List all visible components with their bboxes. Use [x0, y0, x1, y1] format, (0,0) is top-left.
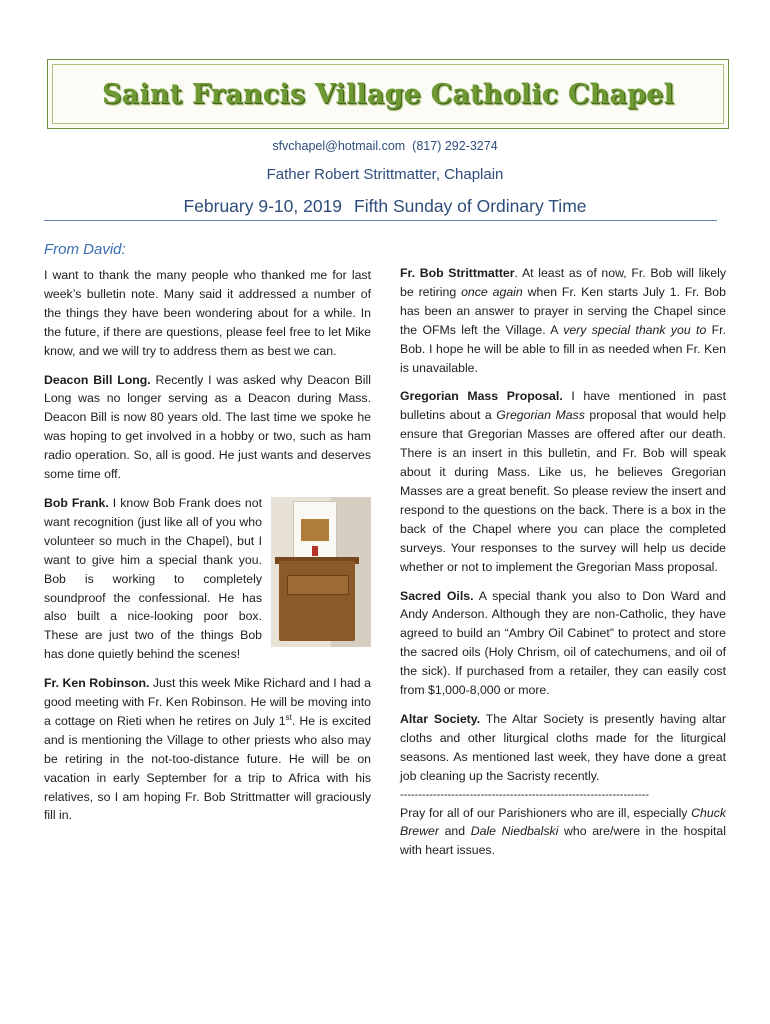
gregorian-heading: Gregorian Mass Proposal.: [400, 389, 563, 404]
header-rule: [44, 220, 717, 221]
strittmatter-paragraph: [400, 264, 726, 377]
ken-robinson-text-1: Just this week Mike Richard and I had a good meeting with Fr. Ken Robinson. He will be moving into a cottage on Rieti when he retires on July 1: [44, 676, 371, 728]
dateline: [0, 196, 770, 217]
altar-society-paragraph: [400, 710, 726, 786]
altar-society-text: The Altar Society is presently having altar cloths and other liturgical cloths made for the liturgical seasons. As mentioned last week, they have done a great job cleaning up the Sacristy recently.: [400, 711, 726, 783]
chapel-title: Saint Francis Village Catholic Chapel: [101, 78, 675, 110]
deacon-paragraph: [44, 371, 371, 484]
deacon-text: Recently I was asked why Deacon Bill Long was no longer serving as a Deacon during Mass. Deacon Bill is now 80 years old. The last time we spoke he was hoping to get involved in a hobby or two, such as ham radio operation. So, all is good. He just wants and deserves some time off.: [44, 372, 371, 482]
ken-robinson-heading: Fr. Ken Robinson.: [44, 676, 150, 691]
gregorian-text-2: proposal that would help ensure that Gregorian Masses are offered after our death. There is an insert in this bulletin, and Fr. Bob will speak about it during Mass. Like us, he believes Gregorian Masses are a great benefit. So please review the insert and respond to the questions on the back. There is a box in the back of the Chapel where you can place the completed surveys. Your responses to the survey will help us decide whether or not to implement the Gregorian Mass proposal.: [400, 408, 726, 574]
ken-robinson-text-2: . He is excited and is mentioning the Village to other priests who also may be retiring in the not-too-distance future. He will be on vacation in early September for a trip to Africa with his relatives, so I am hoping Fr. Bob Strittmatter will graciously fill in.: [44, 713, 371, 823]
strittmatter-text-2: when Fr. Ken starts July 1. Fr. Bob has been an answer to prayer in serving the Chapel since the OFMs left the Village. A: [400, 284, 726, 337]
bob-frank-paragraph: [44, 494, 371, 664]
gregorian-paragraph: [400, 387, 726, 576]
sacred-oils-text: A special thank you also to Don Ward and Andy Anderson. Although they are non-Catholic, they have agreed to build an “Ambry Oil Cabinet” to protect and store the sacred oils (Holy Chrism, oil of catechumens, and oil of the sick). If purchased from a retailer, they can easily cost from $1,000-8,000 or more.: [400, 588, 727, 698]
prayer-and: and: [438, 824, 471, 839]
intro-paragraph: I want to thank the many people who thanked me for last week’s bulletin note. Many said it addressed a number of the things they have been wondering about for a while. In the future, if there are questions, please feel free to let Mike know, and we will try to address them as best we can.: [44, 268, 371, 358]
strittmatter-emphasis-1: once again: [461, 284, 523, 299]
from-heading: From David:: [44, 241, 126, 258]
cabinet-drawer: [287, 575, 349, 595]
strittmatter-heading: Fr. Bob Strittmatter: [400, 266, 515, 280]
poor-box-cabinet: [279, 561, 355, 641]
right-column: [400, 264, 726, 870]
masthead-banner: [47, 59, 729, 129]
bob-frank-text: I know Bob Frank does not want recognition (just like all of you who volunteer so much in the Chapel), but I want to give him a special thank you. Bob is working to completely soundproof the confessional. He has also built a nice-looking poor box. These are just two of the things Bob has done quietly behind the scenes!: [44, 495, 262, 662]
gregorian-emphasis: Gregorian Mass: [496, 408, 585, 423]
poster-sign: [293, 501, 337, 565]
prayer-paragraph: [400, 804, 726, 861]
contact-email[interactable]: sfvchapel@hotmail.com: [272, 139, 406, 153]
poster-image: [301, 519, 329, 541]
sacred-oils-paragraph: [400, 587, 726, 700]
contact-line: [0, 139, 770, 153]
bulletin-date: February 9-10, 2019: [183, 196, 343, 216]
prayer-text-1: Pray for all of our Parishioners who are ill, especially: [400, 805, 692, 820]
ordinal-suffix: st: [285, 712, 292, 722]
altar-society-heading: Altar Society.: [400, 711, 481, 726]
prayer-text-2: who are/were in the hospital with heart issues.: [400, 824, 726, 858]
gregorian-text-1: I have mentioned in past bulletins about a: [400, 389, 726, 423]
ken-robinson-paragraph: [44, 674, 371, 825]
contact-phone: (817) 292-3274: [412, 139, 498, 153]
chaplain-line: Father Robert Strittmatter, Chaplain: [266, 166, 504, 183]
prayer-name-1: Chuck Brewer: [400, 805, 726, 839]
poor-box-photo: [271, 497, 371, 647]
strittmatter-text-1: . At least as of now, Fr. Bob will likely be retiring: [400, 266, 726, 299]
photo-frame: [271, 497, 371, 647]
strittmatter-emphasis-2: very special thank you to: [563, 322, 707, 337]
deacon-heading: Deacon Bill Long.: [44, 372, 151, 387]
prayer-name-2: Dale Niedbalski: [470, 824, 559, 839]
bob-frank-heading: Bob Frank.: [44, 495, 109, 510]
liturgical-occasion: Fifth Sunday of Ordinary Time: [354, 196, 587, 216]
poster-arrow-icon: [312, 546, 318, 556]
strittmatter-text-3: Fr. Bob. I hope he will be able to fill in as needed when Fr. Ken is unavailable.: [400, 322, 727, 375]
left-column: [44, 266, 371, 835]
sacred-oils-heading: Sacred Oils.: [400, 588, 474, 603]
section-divider: --------------------------------------------------------------------: [400, 788, 650, 801]
